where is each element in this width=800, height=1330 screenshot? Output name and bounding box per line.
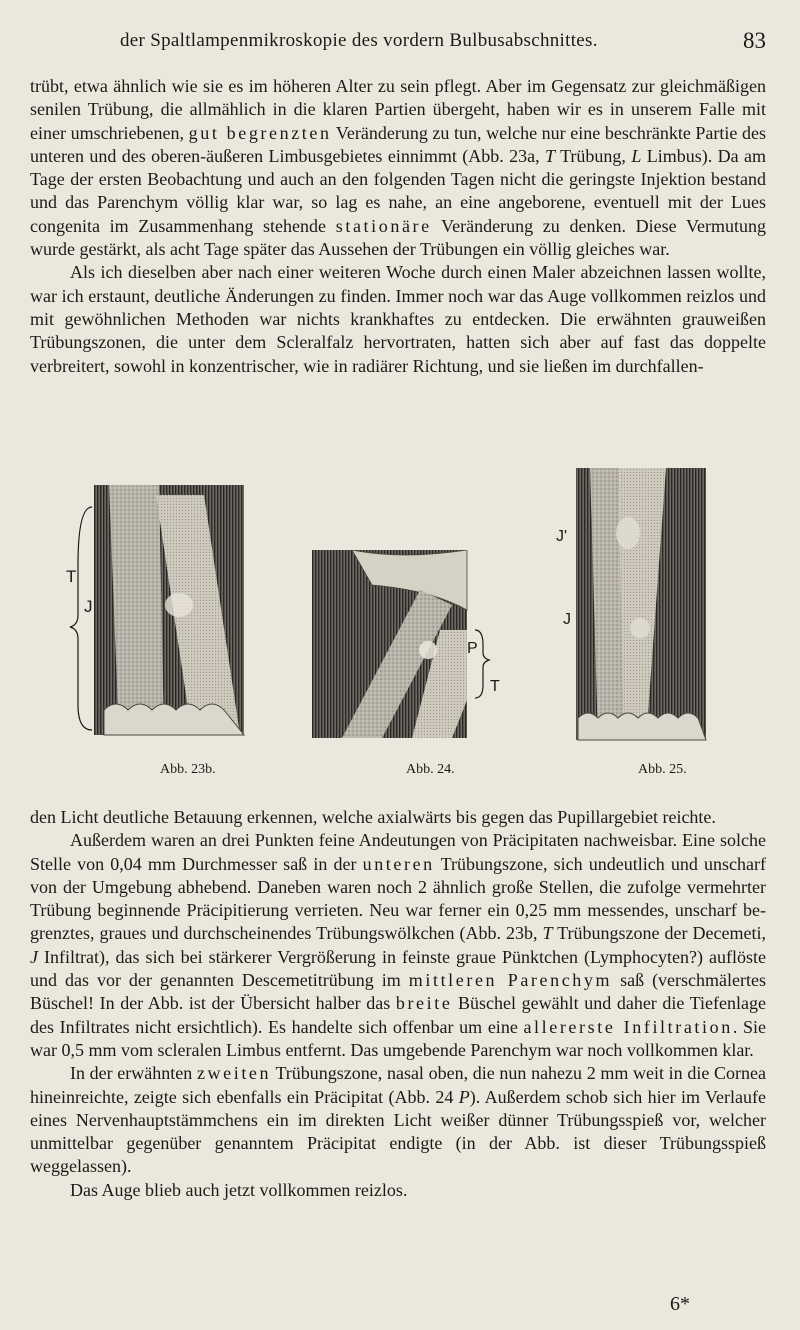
figure-23b bbox=[64, 485, 254, 747]
paragraph bbox=[30, 261, 766, 377]
text-run: Veränderung zu tun, welche nur eine beschränkte Partie des unteren und des oberen-äußeren Limbusgebietes einnimmt (Abb. 23a, bbox=[30, 122, 766, 166]
text-run: Trübung, bbox=[555, 145, 632, 166]
text-run: den Licht deutliche Betauung erkennen, welche axialwärts bis gegen das Pupillargebiet reichte. bbox=[30, 807, 716, 827]
page-number: 83 bbox=[743, 28, 766, 53]
figure-25-label-j-prime: J' bbox=[556, 528, 568, 545]
paragraph bbox=[30, 829, 766, 1062]
italic-symbol: T bbox=[544, 145, 555, 166]
italic-symbol: L bbox=[631, 145, 642, 166]
spaced-emphasis-text: unteren bbox=[362, 853, 435, 874]
figure-24-caption: Abb. 24. bbox=[406, 762, 455, 777]
figure-23b-label-t: T bbox=[66, 567, 77, 586]
figure-25-illustration bbox=[548, 468, 713, 743]
text-run: Als ich dieselben aber nach einer weiteren Woche durch einen Maler abzeichnen lassen wollte, war ich erstaunt, deutliche Änderungen zu finden. Immer noch war das Auge vollkommen reizlos und mit gewöhnlichen Methoden war nichts krankhaftes zu entdecken. Die erwähnten grauweißen Trübungszonen, die unter dem Scleralfalz hervortraten, hatten sich aber auf fast das doppelte verbreitert, sowohl in konzentrischer, wie in radiärer Richtung, und sie ließen im durchfallen- bbox=[30, 262, 766, 376]
paragraph bbox=[30, 1179, 766, 1202]
running-header bbox=[0, 30, 800, 56]
text-run: Trübungszone der Decemeti, bbox=[552, 923, 766, 944]
figure-25 bbox=[548, 468, 713, 743]
text-run: Trübungszone, nasal oben, die nun nahezu 2 mm weit in die Cornea hineinreichte, zeigte sich ebenfalls ein Präcipitat (Abb. 24 bbox=[30, 1063, 766, 1107]
spaced-emphasis-text: allererste Infiltration bbox=[523, 1016, 733, 1037]
spaced-emphasis-text: breite bbox=[395, 993, 453, 1014]
text-run: trübt, etwa ähnlich wie sie es im höheren Alter zu sein pflegt. Aber im Gegensatz zur gleichmäßigen senilen Trübung, die allmählich in die klaren Partien übergeht, haben wir es in unserem Falle mit einer umschriebenen, bbox=[30, 76, 766, 143]
figure-24-label-t: T bbox=[490, 678, 500, 695]
paragraph bbox=[30, 1062, 766, 1178]
figure-23b-label-j: J bbox=[84, 597, 93, 616]
text-run: saß (verschmälertes Büschel! In der Abb. ist der Übersicht halber das bbox=[30, 970, 767, 1014]
text-run: ). Außerdem schob sich hier im Verlaufe eines Nervenhauptstämmchens ein im direkten Licht weißer dünner Trübungsspieß vor, welcher unmittelbar gegenüber genanntem Präcipitat endigte (in der Abb. ist dieser Trübungsspieß weggelassen). bbox=[30, 1086, 766, 1177]
spaced-emphasis-text: mittleren Parenchym bbox=[408, 970, 613, 991]
text-run: Limbus). Da am Tage der ersten Beobachtung und auch an den folgenden Tagen nicht die geringste Injektion bestand und das Parenchym völlig klar war, so lag es nahe, an eine angeborene, eventuell mit der Lues congenita im Zusammenhang stehende bbox=[30, 145, 766, 236]
figure-23b-illustration bbox=[64, 485, 254, 747]
text-run: Trübungszone, sich undeutlich und unscharf von der Umgebung abhebend. Daneben waren noch 2 ähnlich große Stellen, die zufolge vermehrter Trübung beginnende Präcipitierung verrieten. Neu war ferner ein 0,25 mm messendes, unscharf begrenztes, graues und durchscheinendes Trübungswölkchen (Abb. 23b, bbox=[30, 853, 766, 944]
italic-symbol: T bbox=[542, 923, 553, 944]
text-run: Das Auge blieb auch jetzt vollkommen reizlos. bbox=[70, 1179, 408, 1200]
text-run: . Sie war 0,5 mm vom scleralen Limbus entfernt. Das umgebende Parenchym war noch vollkommen klar. bbox=[30, 1016, 766, 1060]
text-run: Außerdem waren an drei Punkten feine Andeutungen von Präcipitaten nachweisbar. Eine solche Stelle von 0,04 mm Durchmesser saß in der bbox=[30, 830, 766, 874]
text-run: Büschel gewählt und daher die Tiefenlage des Infiltrates nicht ersichtlich). Es handelte sich offenbar um eine bbox=[30, 993, 766, 1037]
text-run: In der erwähnten bbox=[70, 1063, 197, 1084]
spaced-emphasis-text: gut begrenzten bbox=[188, 122, 332, 143]
italic-symbol: P bbox=[458, 1086, 470, 1107]
text-run: Veränderung zu denken. Diese Vermutung wurde gestärkt, als acht Tage später das Aussehen der Trübungen ein völlig gleiches war. bbox=[30, 215, 767, 260]
body-text-top bbox=[30, 75, 766, 378]
signature-mark: 6* bbox=[670, 1293, 690, 1315]
figure-24-label-p: P bbox=[467, 640, 478, 657]
figure-24 bbox=[312, 550, 512, 740]
body-text-bottom bbox=[30, 806, 766, 1202]
spaced-emphasis-text: stationäre bbox=[335, 215, 432, 236]
spaced-emphasis-text: zweiten bbox=[196, 1063, 272, 1084]
text-run: Infiltrat), das sich bei stärkerer Vergrößerung in feinste graue Pünktchen (Lymphocyten?) auflöste und das vor der genannten Descemetitrübung im bbox=[30, 946, 766, 991]
paragraph bbox=[30, 806, 766, 829]
figure-23b-caption: Abb. 23b. bbox=[160, 762, 216, 777]
figure-24-illustration bbox=[312, 550, 512, 740]
figure-25-caption: Abb. 25. bbox=[638, 762, 687, 777]
paragraph bbox=[30, 75, 766, 261]
figure-25-label-j: J bbox=[563, 611, 571, 628]
running-title: der Spaltlampenmikroskopie des vordern Bulbusabschnittes. bbox=[120, 30, 598, 51]
italic-symbol: J bbox=[30, 946, 38, 967]
